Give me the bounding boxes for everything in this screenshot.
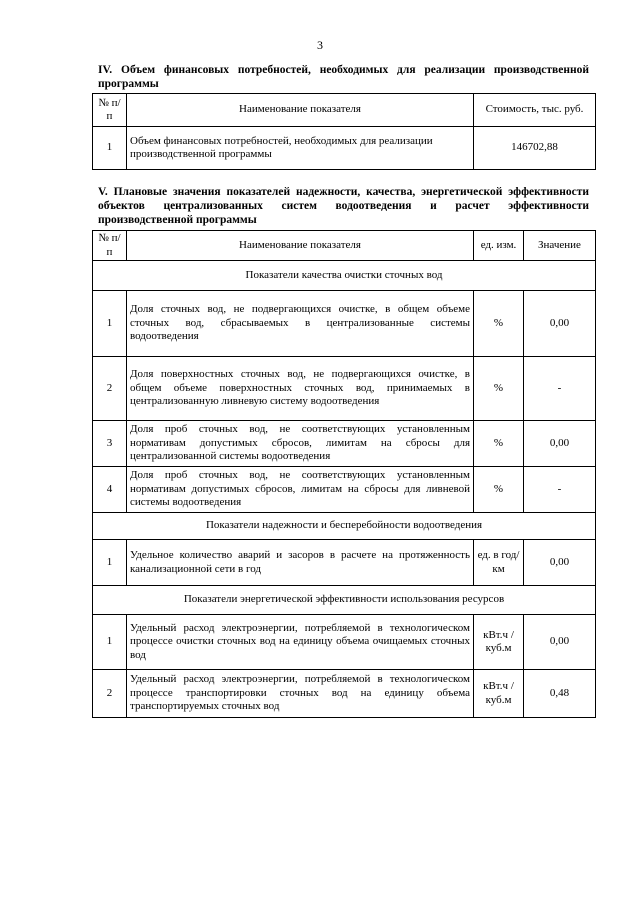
row-value: 0,00 <box>524 291 596 357</box>
group-title-energy: Показатели энергетической эффективности использования ресурсов <box>93 586 596 615</box>
table-row <box>93 357 596 421</box>
header-num: № п/п <box>93 231 127 261</box>
row-name: Доля проб сточных вод, не соответствующих установленным нормативам допустимых сбросов, лимитам на сбросы для централизованной системы водоотведения <box>127 421 474 467</box>
header-value: Значение <box>524 231 596 261</box>
row-name: Удельное количество аварий и засоров в расчете на протяженность канализационной сети в год <box>127 540 474 586</box>
row-num: 1 <box>93 127 127 170</box>
row-num: 2 <box>93 670 127 718</box>
header-unit: ед. изм. <box>474 231 524 261</box>
table-row <box>93 467 596 513</box>
row-cost: 146702,88 <box>474 127 596 170</box>
row-unit: % <box>474 467 524 513</box>
page-number: 3 <box>317 38 323 52</box>
header-cost: Стоимость, тыс. руб. <box>474 94 596 127</box>
header-num: № п/п <box>93 94 127 127</box>
group-title-quality: Показатели качества очистки сточных вод <box>93 261 596 291</box>
row-name: Доля поверхностных сточных вод, не подвергающихся очистке, в общем объеме поверхностных сточных вод, принимаемых в централизованную ливневую систему водоотведения <box>127 357 474 421</box>
row-value: - <box>524 357 596 421</box>
table-row <box>93 670 596 718</box>
group-title-reliability: Показатели надежности и бесперебойности водоотведения <box>93 513 596 540</box>
table-row <box>93 615 596 670</box>
section-4-heading: IV. Объем финансовых потребностей, необходимых для реализации производственной программы <box>98 64 589 90</box>
section-5-heading: V. Плановые значения показателей надежности, качества, энергетической эффективности объектов централизованных систем водоотведения и расчет эффективности производственной программы <box>98 186 589 226</box>
row-value: - <box>524 467 596 513</box>
row-unit: кВт.ч / куб.м <box>474 615 524 670</box>
row-unit: % <box>474 421 524 467</box>
row-unit: кВт.ч / куб.м <box>474 670 524 718</box>
table-row <box>93 291 596 357</box>
table-header-row <box>93 94 596 127</box>
row-num: 3 <box>93 421 127 467</box>
row-num: 1 <box>93 615 127 670</box>
row-unit: ед. в год/ км <box>474 540 524 586</box>
row-name: Удельный расход электроэнергии, потребляемой в технологическом процессе очистки сточных вод на единицу объема очищаемых сточных вод <box>127 615 474 670</box>
row-value: 0,00 <box>524 421 596 467</box>
row-num: 1 <box>93 540 127 586</box>
table-header-row <box>93 231 596 261</box>
row-name: Доля проб сточных вод, не соответствующих установленным нормативам допустимых сбросов, лимитам на сбросы для ливневой системы водоотведения <box>127 467 474 513</box>
row-value: 0,00 <box>524 540 596 586</box>
row-unit: % <box>474 291 524 357</box>
row-unit: % <box>474 357 524 421</box>
row-num: 1 <box>93 291 127 357</box>
row-value: 0,00 <box>524 615 596 670</box>
group-header-row <box>93 513 596 540</box>
row-num: 4 <box>93 467 127 513</box>
header-name: Наименование показателя <box>127 231 474 261</box>
row-name: Объем финансовых потребностей, необходимых для реализации производственной программы <box>127 127 474 170</box>
row-name: Удельный расход электроэнергии, потребляемой в технологическом процессе транспортировки сточных вод на единицу объема транспортируемых сточных вод <box>127 670 474 718</box>
header-name: Наименование показателя <box>127 94 474 127</box>
row-value: 0,48 <box>524 670 596 718</box>
table-row <box>93 127 596 170</box>
table-row <box>93 540 596 586</box>
row-num: 2 <box>93 357 127 421</box>
financial-needs-table <box>92 93 596 170</box>
row-name: Доля сточных вод, не подвергающихся очистке, в общем объеме сточных вод, сбрасываемых в централизованные системы водоотведения <box>127 291 474 357</box>
group-header-row <box>93 586 596 615</box>
table-row <box>93 421 596 467</box>
indicators-table <box>92 230 596 718</box>
group-header-row <box>93 261 596 291</box>
